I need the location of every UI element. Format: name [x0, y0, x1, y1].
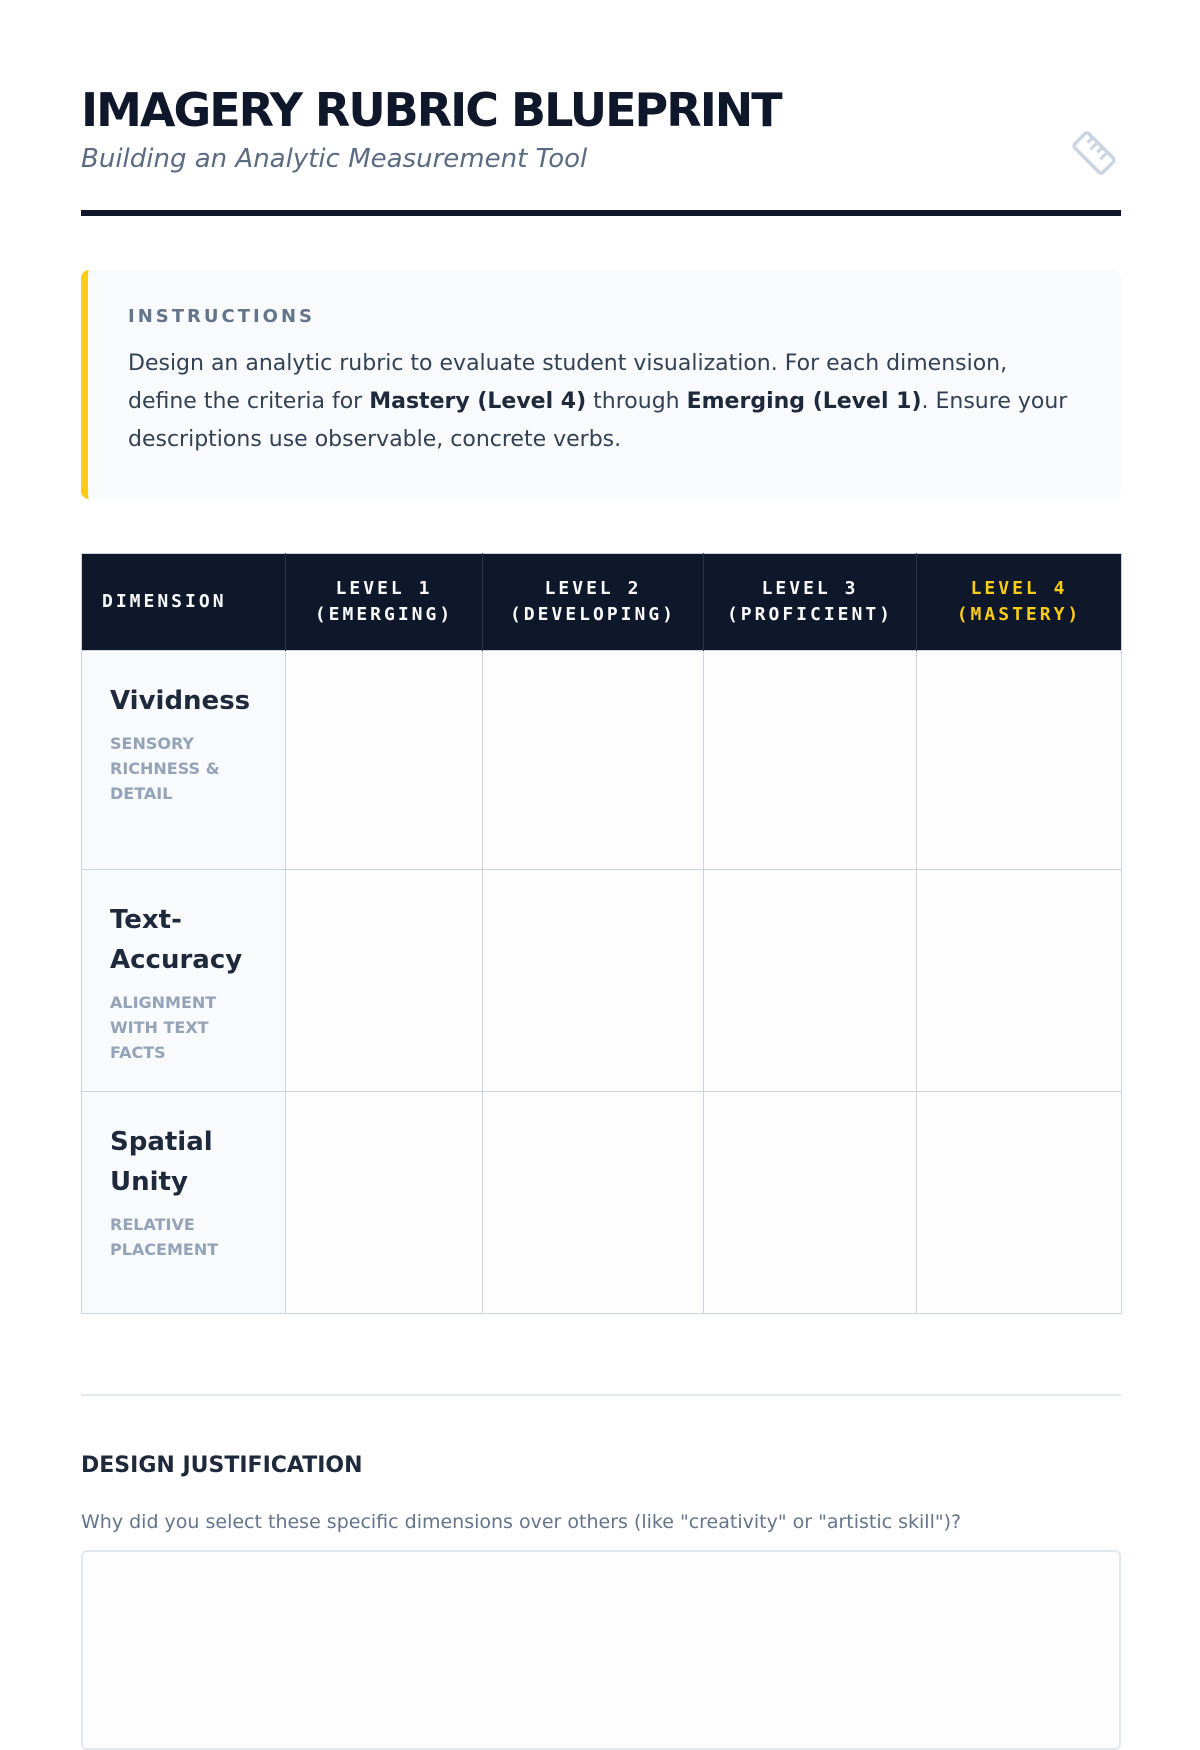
justification-textarea[interactable] — [81, 1550, 1121, 1750]
criteria-cell-level-4[interactable] — [917, 651, 1122, 870]
table-row — [82, 870, 1122, 1092]
criteria-cell-level-2[interactable] — [483, 870, 704, 1092]
instructions-label: INSTRUCTIONS — [128, 306, 315, 327]
instructions-text-part: . Ensure your descriptions use observable, concrete verbs. — [128, 389, 1068, 452]
page-header — [81, 0, 1121, 216]
criteria-cell-level-3[interactable] — [704, 651, 917, 870]
page-subtitle: Building an Analytic Measurement Tool — [81, 144, 588, 174]
justification-title: DESIGN JUSTIFICATION — [81, 1453, 363, 1478]
criteria-cell-level-2[interactable] — [483, 1092, 704, 1314]
criteria-cell-level-2[interactable] — [483, 651, 704, 870]
criteria-cell-level-4[interactable] — [917, 870, 1122, 1092]
instructions-text-part: Design an analytic rubric to evaluate student visualization. For each dimension, define the criteria for — [128, 351, 1008, 414]
instructions-text-part: through — [586, 389, 687, 414]
dimension-description: RELATIVE PLACEMENT — [110, 1215, 219, 1259]
column-header-level-3: LEVEL 3 (PROFICIENT) — [704, 554, 917, 651]
page-title: IMAGERY RUBRIC BLUEPRINT — [81, 83, 781, 137]
instructions-panel — [81, 270, 1121, 499]
dimension-description: SENSORY RICHNESS & DETAIL — [110, 734, 220, 803]
column-header-level-1: LEVEL 1 (EMERGING) — [286, 554, 483, 651]
dimension-name: Spatial Unity — [110, 1127, 213, 1197]
rubric-table — [81, 553, 1122, 1314]
justification-prompt: Why did you select these specific dimensions over others (like "creativity" or "artistic skill")? — [81, 1511, 962, 1533]
column-header-dimension: DIMENSION — [82, 554, 286, 651]
criteria-cell-level-4[interactable] — [917, 1092, 1122, 1314]
column-header-level-4: LEVEL 4 (MASTERY) — [917, 554, 1122, 651]
dimension-cell — [82, 1092, 286, 1314]
criteria-cell-level-1[interactable] — [286, 1092, 483, 1314]
dimension-description: ALIGNMENT WITH TEXT FACTS — [110, 993, 217, 1062]
justification-section — [81, 1452, 1121, 1750]
table-row — [82, 651, 1122, 870]
section-divider — [81, 1394, 1121, 1396]
dimension-cell — [82, 870, 286, 1092]
table-row — [82, 1092, 1122, 1314]
criteria-cell-level-3[interactable] — [704, 1092, 917, 1314]
rubric-header-row — [82, 554, 1122, 651]
dimension-cell — [82, 651, 286, 870]
criteria-cell-level-1[interactable] — [286, 651, 483, 870]
ruler-icon — [1067, 126, 1121, 180]
rubric-page — [81, 0, 1121, 1750]
criteria-cell-level-1[interactable] — [286, 870, 483, 1092]
dimension-name: Vividness — [110, 686, 251, 716]
instructions-text — [128, 345, 1073, 459]
instructions-emerging-emphasis: Emerging (Level 1) — [686, 389, 922, 414]
criteria-cell-level-3[interactable] — [704, 870, 917, 1092]
dimension-name: Text-Accuracy — [110, 905, 243, 975]
instructions-mastery-emphasis: Mastery (Level 4) — [369, 389, 587, 414]
column-header-level-2: LEVEL 2 (DEVELOPING) — [483, 554, 704, 651]
